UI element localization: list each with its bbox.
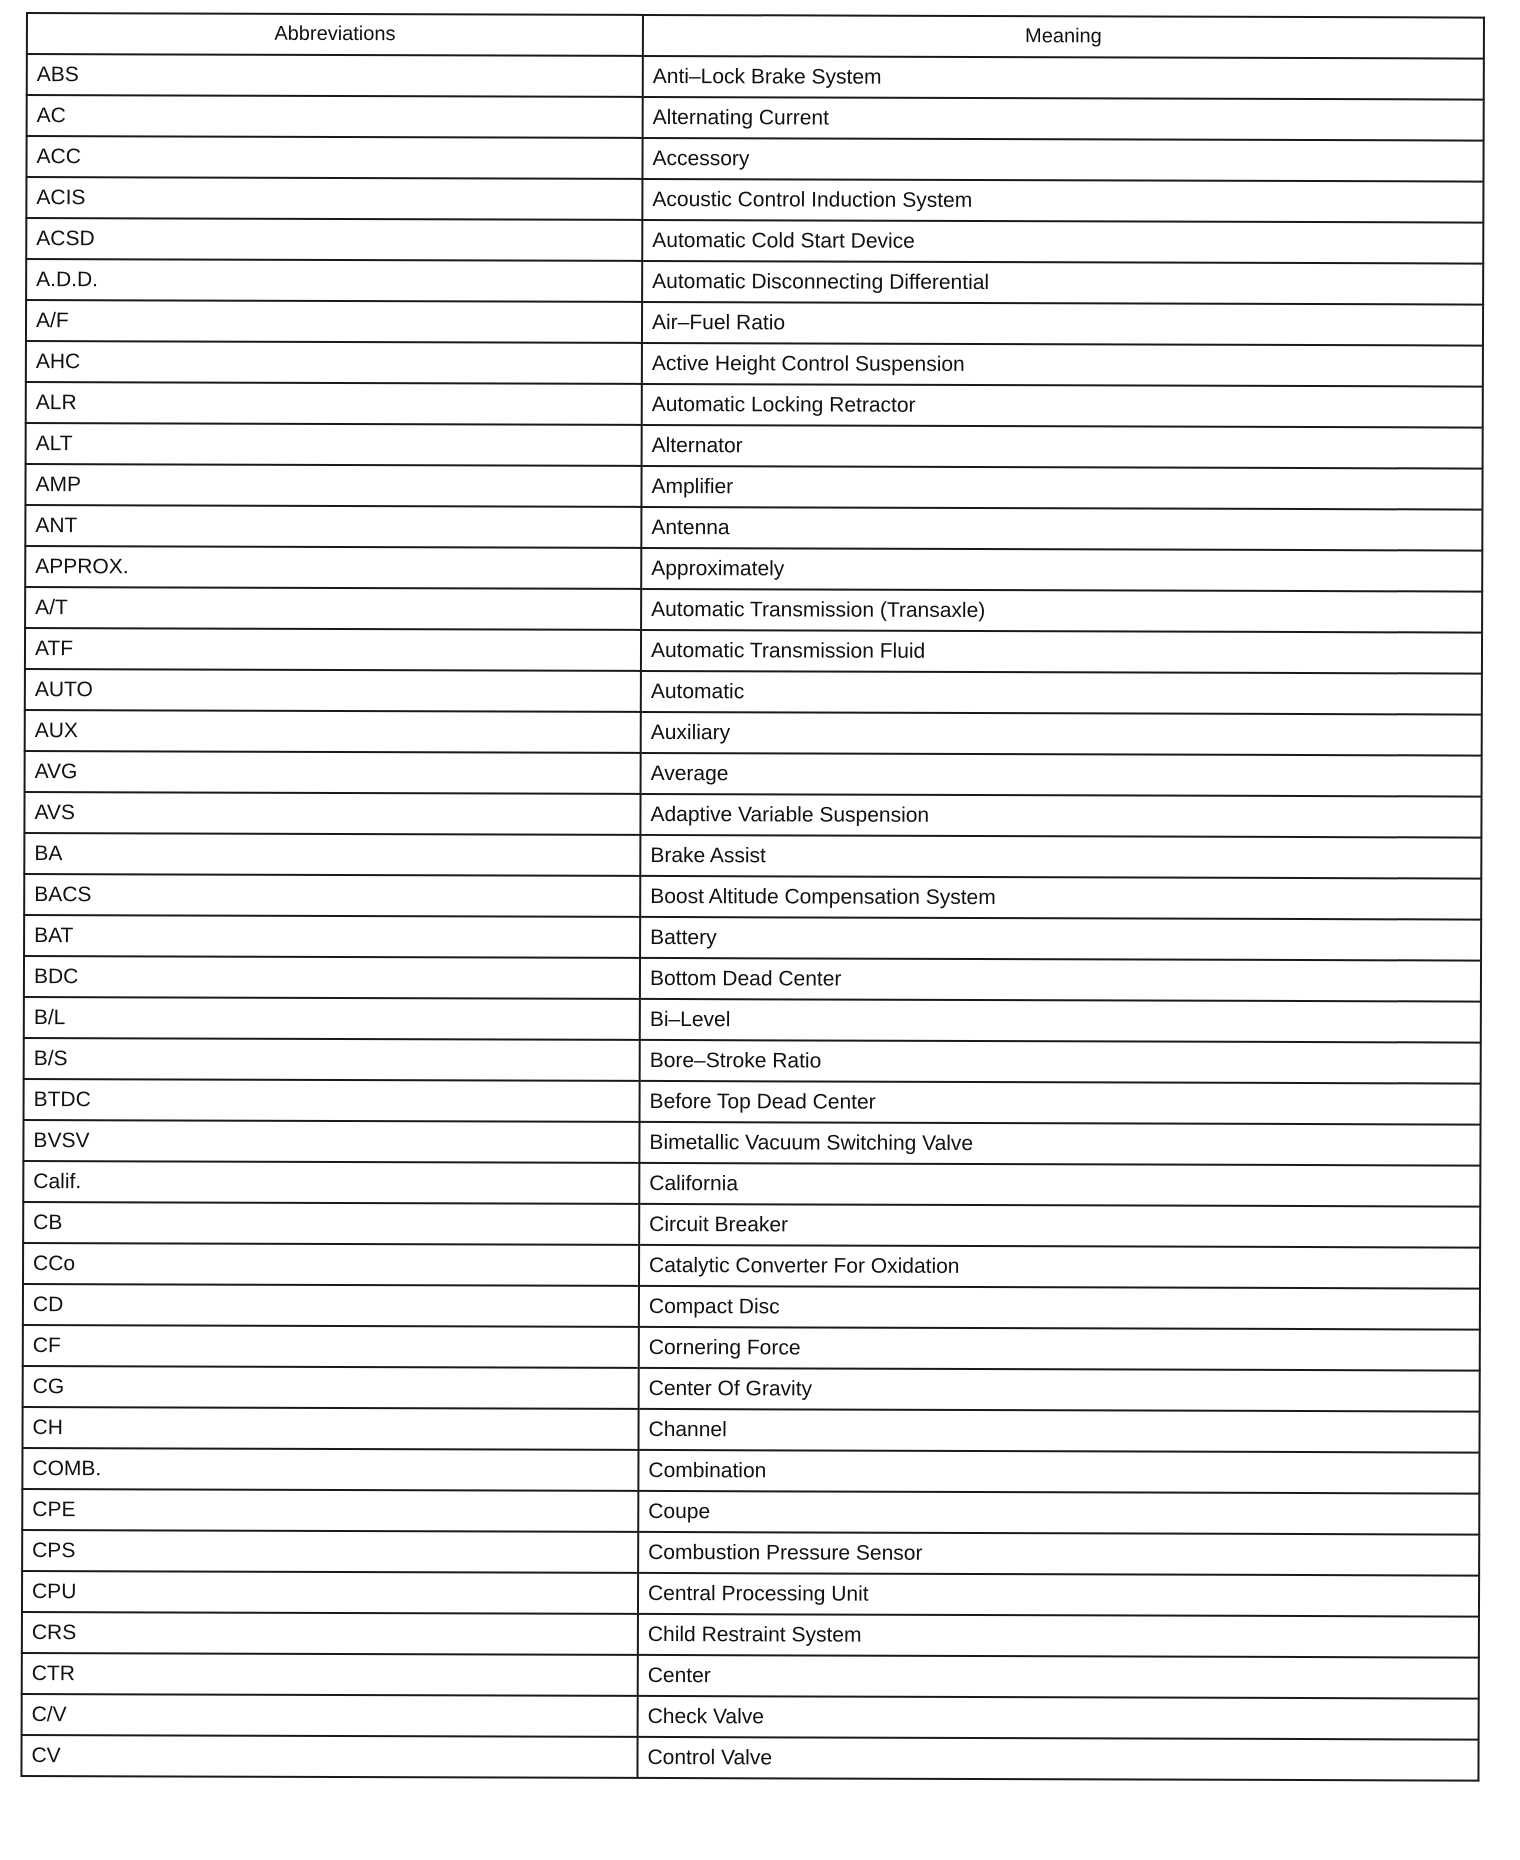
table-row: [26, 341, 1483, 387]
meaning-cell: Bi–Level: [640, 999, 1481, 1043]
meaning-cell: Cornering Force: [639, 1327, 1480, 1371]
abbreviation-cell: ABS: [27, 54, 643, 97]
abbreviation-cell: BVSV: [23, 1120, 639, 1163]
table-row: [23, 1202, 1480, 1248]
table-row: [22, 1694, 1479, 1740]
abbreviation-cell: AC: [27, 95, 643, 138]
abbreviation-cell: AUX: [25, 710, 641, 753]
abbreviation-cell: BDC: [24, 956, 640, 999]
table-row: [25, 710, 1482, 756]
abbreviation-cell: ALT: [26, 423, 642, 466]
abbreviation-cell: COMB.: [22, 1448, 638, 1491]
table-row: [23, 1120, 1480, 1166]
meaning-cell: California: [639, 1163, 1480, 1207]
table-row: [25, 628, 1482, 674]
table-row: [26, 259, 1483, 305]
abbreviation-cell: CCo: [23, 1243, 639, 1286]
table-row: [26, 382, 1483, 428]
table-row: [24, 997, 1481, 1043]
meaning-cell: Alternating Current: [643, 97, 1484, 141]
table-row: [25, 546, 1482, 592]
table-row: [23, 1325, 1480, 1371]
meaning-cell: Central Processing Unit: [638, 1573, 1479, 1617]
meaning-cell: Average: [641, 753, 1482, 797]
abbreviation-cell: CPU: [22, 1571, 638, 1614]
table-row: [24, 1079, 1481, 1125]
meaning-cell: Acoustic Control Induction System: [642, 179, 1483, 223]
table-row: [27, 95, 1484, 141]
table-row: [24, 1038, 1481, 1084]
meaning-cell: Channel: [638, 1409, 1479, 1453]
meaning-cell: Bimetallic Vacuum Switching Valve: [639, 1122, 1480, 1166]
table-row: [22, 1571, 1479, 1617]
meaning-cell: Combustion Pressure Sensor: [638, 1532, 1479, 1576]
abbreviation-cell: AVG: [25, 751, 641, 794]
meaning-cell: Automatic Transmission Fluid: [641, 630, 1482, 674]
meaning-cell: Circuit Breaker: [639, 1204, 1480, 1248]
table-row: [26, 136, 1483, 182]
meaning-cell: Antenna: [641, 507, 1482, 551]
abbreviation-cell: CRS: [22, 1612, 638, 1655]
abbreviation-cell: AMP: [25, 464, 641, 507]
abbreviation-cell: CH: [22, 1407, 638, 1450]
abbreviation-cell: A/T: [25, 587, 641, 630]
table-row: [22, 1530, 1479, 1576]
table-row: [24, 792, 1481, 838]
meaning-cell: Battery: [640, 917, 1481, 961]
header-meaning: Meaning: [643, 15, 1484, 59]
meaning-cell: Child Restraint System: [638, 1614, 1479, 1658]
abbreviation-cell: BTDC: [24, 1079, 640, 1122]
table-row: [27, 54, 1484, 100]
meaning-cell: Automatic Transmission (Transaxle): [641, 589, 1482, 633]
meaning-cell: Automatic Cold Start Device: [642, 220, 1483, 264]
table-row: [23, 1161, 1480, 1207]
table-row: [22, 1612, 1479, 1658]
table-header: [27, 13, 1484, 59]
table-row: [23, 1284, 1480, 1330]
meaning-cell: Check Valve: [638, 1696, 1479, 1740]
meaning-cell: Brake Assist: [640, 835, 1481, 879]
meaning-cell: Bottom Dead Center: [640, 958, 1481, 1002]
meaning-cell: Control Valve: [637, 1737, 1478, 1781]
abbreviation-cell: C/V: [22, 1694, 638, 1737]
abbreviation-cell: BAT: [24, 915, 640, 958]
meaning-cell: Adaptive Variable Suspension: [640, 794, 1481, 838]
abbreviation-cell: CTR: [22, 1653, 638, 1696]
table-row: [25, 669, 1482, 715]
header-row: [27, 13, 1484, 59]
meaning-cell: Automatic Locking Retractor: [642, 384, 1483, 428]
table-row: [24, 956, 1481, 1002]
table-row: [26, 177, 1483, 223]
header-abbreviations: Abbreviations: [27, 13, 643, 56]
meaning-cell: Active Height Control Suspension: [642, 343, 1483, 387]
table-row: [24, 833, 1481, 879]
table-row: [26, 300, 1483, 346]
table-row: [22, 1653, 1479, 1699]
meaning-cell: Accessory: [642, 138, 1483, 182]
abbreviation-cell: AUTO: [25, 669, 641, 712]
table-row: [22, 1489, 1479, 1535]
table-row: [25, 751, 1482, 797]
meaning-cell: Approximately: [641, 548, 1482, 592]
abbreviation-cell: ALR: [26, 382, 642, 425]
abbreviation-cell: ANT: [25, 505, 641, 548]
meaning-cell: Coupe: [638, 1491, 1479, 1535]
abbreviation-cell: CD: [23, 1284, 639, 1327]
meaning-cell: Center Of Gravity: [639, 1368, 1480, 1412]
abbreviation-cell: ACC: [26, 136, 642, 179]
abbreviation-cell: AVS: [24, 792, 640, 835]
meaning-cell: Automatic Disconnecting Differential: [642, 261, 1483, 305]
table-row: [26, 423, 1483, 469]
table-body: [21, 54, 1483, 1781]
table-row: [22, 1407, 1479, 1453]
table-row: [24, 915, 1481, 961]
meaning-cell: Alternator: [642, 425, 1483, 469]
meaning-cell: Combination: [638, 1450, 1479, 1494]
abbreviation-cell: B/L: [24, 997, 640, 1040]
abbreviation-cell: A/F: [26, 300, 642, 343]
table-row: [25, 464, 1482, 510]
table-row: [25, 505, 1482, 551]
table-row: [26, 218, 1483, 264]
abbreviation-cell: ACIS: [26, 177, 642, 220]
abbreviation-cell: CPE: [22, 1489, 638, 1532]
meaning-cell: Before Top Dead Center: [640, 1081, 1481, 1125]
abbreviation-cell: A.D.D.: [26, 259, 642, 302]
meaning-cell: Boost Altitude Compensation System: [640, 876, 1481, 920]
meaning-cell: Bore–Stroke Ratio: [640, 1040, 1481, 1084]
meaning-cell: Air–Fuel Ratio: [642, 302, 1483, 346]
abbreviation-cell: CB: [23, 1202, 639, 1245]
table-row: [22, 1448, 1479, 1494]
abbreviation-cell: APPROX.: [25, 546, 641, 589]
abbreviation-cell: CG: [23, 1366, 639, 1409]
meaning-cell: Amplifier: [641, 466, 1482, 510]
abbreviation-cell: CF: [23, 1325, 639, 1368]
abbreviations-table: [20, 12, 1485, 1782]
abbreviation-cell: ATF: [25, 628, 641, 671]
abbreviation-cell: BA: [24, 833, 640, 876]
meaning-cell: Automatic: [641, 671, 1482, 715]
table-row: [25, 587, 1482, 633]
meaning-cell: Anti–Lock Brake System: [643, 56, 1484, 100]
table-row: [24, 874, 1481, 920]
abbreviation-cell: ACSD: [26, 218, 642, 261]
abbreviation-cell: AHC: [26, 341, 642, 384]
abbreviation-cell: CPS: [22, 1530, 638, 1573]
table-row: [21, 1735, 1478, 1781]
abbreviation-cell: BACS: [24, 874, 640, 917]
meaning-cell: Center: [638, 1655, 1479, 1699]
table-row: [23, 1243, 1480, 1289]
abbreviation-cell: CV: [21, 1735, 637, 1778]
abbreviation-cell: Calif.: [23, 1161, 639, 1204]
abbreviation-cell: B/S: [24, 1038, 640, 1081]
meaning-cell: Compact Disc: [639, 1286, 1480, 1330]
meaning-cell: Catalytic Converter For Oxidation: [639, 1245, 1480, 1289]
meaning-cell: Auxiliary: [641, 712, 1482, 756]
table-row: [23, 1366, 1480, 1412]
